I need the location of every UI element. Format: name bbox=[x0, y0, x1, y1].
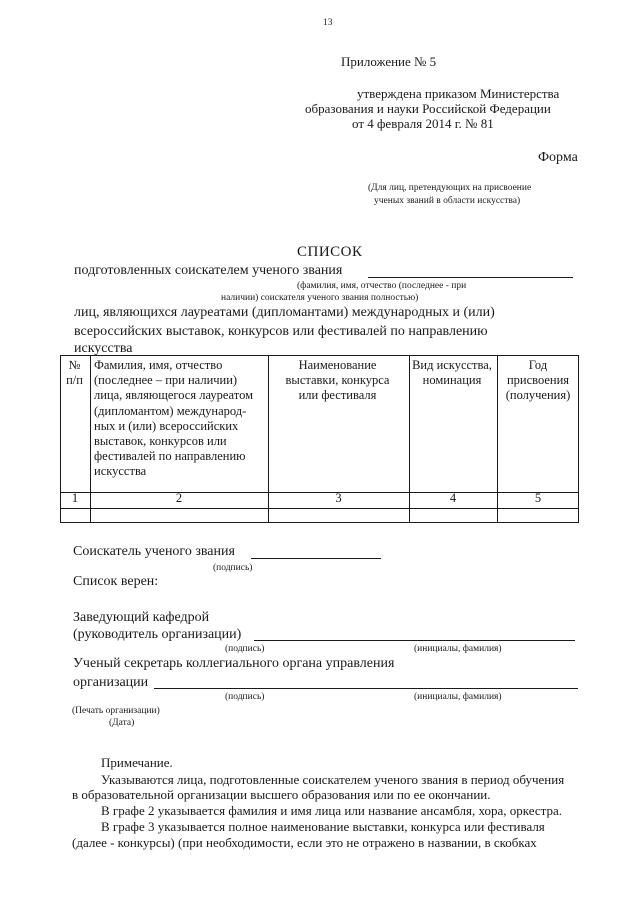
prepared-by-text: подготовленных соискателем ученого звания bbox=[74, 263, 343, 278]
header-cell-year bbox=[497, 358, 579, 404]
header-text: (последнее – при наличии) bbox=[94, 373, 238, 388]
applicant-signature-line bbox=[251, 558, 381, 559]
column-number: 5 bbox=[534, 491, 542, 505]
date-label: (Дата) bbox=[109, 718, 135, 728]
column-number: 4 bbox=[449, 491, 457, 505]
organization-head-label: (руководитель организации) bbox=[73, 627, 242, 642]
applicant-name-line bbox=[368, 277, 573, 278]
head-signature-line bbox=[254, 640, 575, 641]
applicant-name-hint-1: (фамилия, имя, отчество (последнее - при bbox=[297, 281, 467, 291]
header-text: выставки, конкурса bbox=[285, 373, 390, 388]
header-cell-name bbox=[94, 358, 266, 480]
header-text: выставок, конкурсов или bbox=[94, 434, 227, 449]
header-cell-number bbox=[60, 358, 89, 388]
header-text: Вид искусства, bbox=[412, 358, 492, 372]
applicant-name-hint-2: наличии) соискателя ученого звания полностью) bbox=[221, 293, 419, 303]
secretary-signature-hint: (подпись) bbox=[225, 692, 265, 702]
form-label: Форма bbox=[538, 150, 578, 165]
note-paragraph-1b: в образовательной организации высшего образования или по ее окончании. bbox=[72, 787, 491, 802]
applicant-note-2: ученых званий в области искусства) bbox=[374, 196, 521, 206]
note-paragraph-2: В графе 2 указывается фамилия и имя лица или название ансамбля, хора, оркестра. bbox=[101, 803, 562, 818]
applicant-note-1: (Для лиц, претендующих на присвоение bbox=[368, 183, 532, 193]
header-text: фестивалей по направлению bbox=[94, 449, 246, 464]
header-text: (дипломантом) международ- bbox=[94, 403, 247, 418]
header-cell-exhibition bbox=[268, 358, 407, 404]
notes-title: Примечание. bbox=[101, 755, 173, 770]
note-paragraph-3a: В графе 3 указывается полное наименование выставки, конкурса или фестиваля bbox=[101, 819, 545, 834]
head-signature-hint: (подпись) bbox=[225, 644, 265, 654]
header-text: п/п bbox=[66, 373, 83, 388]
approval-line-3: от 4 февраля 2014 г. № 81 bbox=[352, 116, 494, 131]
header-text: или фестиваля bbox=[298, 388, 377, 403]
note-paragraph-3b: (далее - конкурсы) (при необходимости, если это не отражено в названии, в скобках bbox=[72, 835, 537, 850]
page-number: 13 bbox=[323, 18, 333, 28]
secretary-initials-hint: (инициалы, фамилия) bbox=[414, 692, 502, 702]
head-of-department-label: Заведующий кафедрой bbox=[73, 610, 210, 625]
header-text: Фамилия, имя, отчество bbox=[94, 358, 223, 372]
list-description-3: искусства bbox=[74, 341, 133, 356]
note-paragraph-1a: Указываются лица, подготовленные соискателем ученого звания в период обучения bbox=[101, 772, 565, 787]
header-cell-art-type bbox=[408, 358, 496, 388]
applicant-signature-label: Соискатель ученого звания bbox=[73, 544, 235, 559]
header-text: номинация bbox=[422, 373, 482, 388]
header-text: Наименование bbox=[298, 358, 377, 372]
applicant-signature-hint: (подпись) bbox=[213, 563, 253, 573]
header-text: Год присвоения bbox=[506, 358, 570, 388]
header-text: (получения) bbox=[505, 388, 571, 403]
head-initials-hint: (инициалы, фамилия) bbox=[414, 644, 502, 654]
header-text: лица, являющегося лауреатом bbox=[94, 388, 253, 403]
secretary-signature-line bbox=[154, 688, 578, 689]
column-number: 3 bbox=[335, 491, 342, 505]
list-verified-label: Список верен: bbox=[73, 574, 159, 589]
approval-line-2: образования и науки Российской Федерации bbox=[305, 101, 551, 116]
secretary-organization-label: организации bbox=[73, 675, 149, 690]
table-row-divider bbox=[61, 508, 578, 509]
header-text: № bbox=[68, 358, 81, 372]
document-title: СПИСОК bbox=[297, 244, 363, 260]
approval-line-1: утверждена приказом Министерства bbox=[357, 86, 560, 101]
header-text: искусства bbox=[94, 464, 147, 479]
header-text: ных и (или) всероссийских bbox=[94, 418, 239, 433]
column-number: 1 bbox=[71, 491, 79, 505]
secretary-label: Ученый секретарь коллегиального органа управления bbox=[73, 656, 395, 671]
stamp-label: (Печать организации) bbox=[72, 706, 160, 716]
appendix-label: Приложение № 5 bbox=[341, 54, 437, 69]
list-description-1: лиц, являющихся лауреатами (дипломантами) международных и (или) bbox=[74, 305, 495, 320]
column-number: 2 bbox=[175, 491, 183, 505]
list-description-2: всероссийских выставок, конкурсов или фестивалей по направлению bbox=[74, 324, 488, 339]
